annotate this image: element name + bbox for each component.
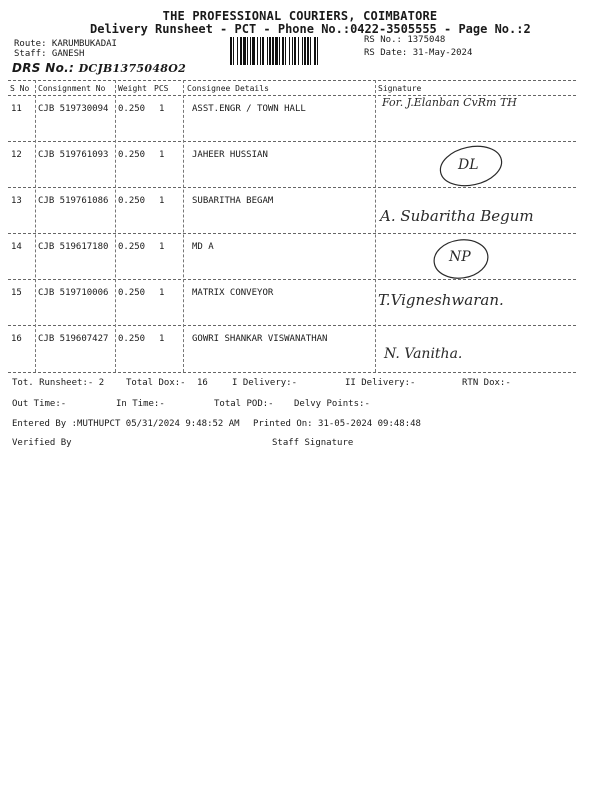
staff-label: Staff: GANESH [14,49,85,59]
row-consignment: CJB 519607427 [38,334,109,344]
total-runsheet: Tot. Runsheet:- 2 [12,378,105,388]
entered-by: Entered By :MUTHUPCT 05/31/2024 9:48:52 AM [12,419,240,429]
runsheet-subtitle: Delivery Runsheet - PCT - Phone No.:0422-3505555 - Page No.:2 [90,22,531,36]
ii-delivery: II Delivery:- [345,378,416,388]
rs-date: RS Date: 31-May-2024 [364,48,473,58]
row-consignee: GOWRI SHANKAR VISWANATHAN [192,334,328,344]
row-pcs: 1 [159,242,165,252]
row-consignment: CJB 519761086 [38,196,109,206]
row-consignee: SUBARITHA BEGAM [192,196,274,206]
row-sno: 11 [11,104,22,114]
row-consignee: ASST.ENGR / TOWN HALL [192,104,306,114]
printed-on: Printed On: 31-05-2024 09:48:48 [253,419,421,429]
row-pcs: 1 [159,334,165,344]
row-weight: 0.250 [118,104,146,114]
in-time: In Time:- [116,399,165,409]
col-header-sno: S No [10,84,30,93]
column-divider [183,80,184,372]
handwritten-signature: For. J.Elanban CvRm TH [382,96,517,109]
barcode-image [230,37,357,65]
handwritten-signature: DL [458,157,479,173]
row-sno: 16 [11,334,22,344]
row-sno: 12 [11,150,22,160]
total-dox-value: 16 [197,378,208,388]
col-header-signature: Signature [378,84,422,93]
row-weight: 0.250 [118,334,146,344]
row-divider [8,233,576,234]
row-weight: 0.250 [118,242,146,252]
table-top-rule [8,80,576,81]
col-header-weight: Weight [118,84,147,93]
staff-signature-label: Staff Signature [272,438,354,448]
column-divider [35,80,36,372]
col-header-pcs: PCS [154,84,169,93]
drs-number-stamp [12,61,186,75]
handwritten-signature: T.Vigneshwaran. [378,291,504,309]
row-consignment: CJB 519617180 [38,242,109,252]
table-bottom-rule [8,372,576,373]
row-weight: 0.250 [118,288,146,298]
rs-number: RS No.: 1375048 [364,35,446,45]
row-pcs: 1 [159,288,165,298]
row-sno: 15 [11,288,22,298]
column-divider [115,80,116,372]
company-title: THE PROFESSIONAL COURIERS, COIMBATORE [162,9,438,23]
row-sno: 13 [11,196,22,206]
col-header-consignment: Consignment No [38,84,106,93]
row-pcs: 1 [159,196,165,206]
total-dox-label: Total Dox:- [126,378,186,388]
total-pod: Total POD:- [214,399,274,409]
out-time: Out Time:- [12,399,67,409]
drs-label: DRS No.: [12,61,75,75]
row-consignee: MATRIX CONVEYOR [192,288,274,298]
row-pcs: 1 [159,104,165,114]
column-divider [375,80,376,372]
row-weight: 0.250 [118,150,146,160]
delivery-points: Delvy Points:- [294,399,370,409]
handwritten-signature: A. Subaritha Begum [380,207,534,225]
col-header-consignee: Consignee Details [187,84,269,93]
row-pcs: 1 [159,150,165,160]
row-consignee: JAHEER HUSSIAN [192,150,268,160]
row-divider [8,141,576,142]
verified-by: Verified By [12,438,72,448]
handwritten-signature: NP [449,249,471,265]
rtn-dox: RTN Dox:- [462,378,511,388]
row-consignment: CJB 519710006 [38,288,109,298]
row-consignee: MD A [192,242,214,252]
i-delivery: I Delivery:- [232,378,298,388]
route-label: Route: KARUMBUKADAI [14,39,117,49]
row-divider [8,325,576,326]
row-consignment: CJB 519761093 [38,150,109,160]
row-consignment: CJB 519730094 [38,104,109,114]
row-weight: 0.250 [118,196,146,206]
row-sno: 14 [11,242,22,252]
drs-number: DCJB1375048O2 [78,62,187,75]
handwritten-signature: N. Vanitha. [384,346,463,362]
